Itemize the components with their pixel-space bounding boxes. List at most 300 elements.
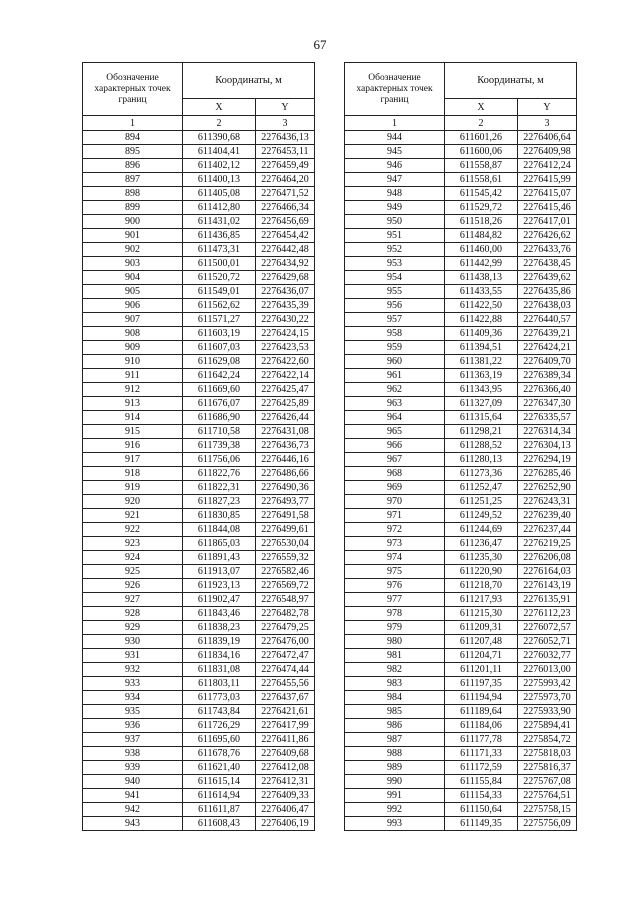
y-coordinate-cell: 2276389,34 [518,369,577,383]
point-id-cell: 960 [345,355,445,369]
point-id-cell: 993 [345,817,445,831]
y-coordinate-cell: 2275767,08 [518,775,577,789]
x-coordinate-cell: 611390,68 [183,131,256,145]
point-id-cell: 940 [83,775,183,789]
y-coordinate-cell: 2275818,03 [518,747,577,761]
table-row [83,173,315,187]
x-coordinate-cell: 611207,48 [445,635,518,649]
column-number: 3 [518,116,577,131]
table-row [83,607,315,621]
point-id-cell: 906 [83,299,183,313]
table-row [345,537,577,551]
y-coordinate-cell: 2276439,62 [518,271,577,285]
point-id-cell: 917 [83,453,183,467]
table-row [345,285,577,299]
table-row [83,649,315,663]
table-row [345,677,577,691]
y-coordinate-cell: 2276417,01 [518,215,577,229]
point-id-cell: 928 [83,607,183,621]
x-coordinate-cell: 611865,03 [183,537,256,551]
point-id-cell: 924 [83,551,183,565]
table-row [345,579,577,593]
x-coordinate-cell: 611215,30 [445,607,518,621]
point-id-cell: 934 [83,691,183,705]
y-coordinate-cell: 2276474,44 [256,663,315,677]
table-row [83,565,315,579]
table-row [83,817,315,831]
table-row [83,523,315,537]
column-number: 3 [256,116,315,131]
x-coordinate-cell: 611923,13 [183,579,256,593]
table-row [345,257,577,271]
y-coordinate-cell: 2276439,21 [518,327,577,341]
point-id-cell: 946 [345,159,445,173]
y-header: Y [256,99,315,116]
table-row [345,733,577,747]
point-id-cell: 915 [83,425,183,439]
x-coordinate-cell: 611500,01 [183,257,256,271]
y-coordinate-cell: 2276347,30 [518,397,577,411]
x-coordinate-cell: 611150,64 [445,803,518,817]
x-coordinate-cell: 611773,03 [183,691,256,705]
y-coordinate-cell: 2276422,14 [256,369,315,383]
x-coordinate-cell: 611412,80 [183,201,256,215]
point-id-cell: 909 [83,341,183,355]
table-row [83,481,315,495]
x-header: X [183,99,256,116]
table-row [83,747,315,761]
point-id-cell: 992 [345,803,445,817]
y-coordinate-cell: 2276472,47 [256,649,315,663]
y-coordinate-cell: 2276425,47 [256,383,315,397]
y-coordinate-cell: 2276304,13 [518,439,577,453]
x-coordinate-cell: 611562,62 [183,299,256,313]
table-row [83,425,315,439]
point-id-cell: 979 [345,621,445,635]
x-coordinate-cell: 611743,84 [183,705,256,719]
y-coordinate-cell: 2276412,24 [518,159,577,173]
x-coordinate-cell: 611218,70 [445,579,518,593]
y-coordinate-cell: 2276422,60 [256,355,315,369]
x-coordinate-cell: 611827,23 [183,495,256,509]
x-coordinate-cell: 611177,78 [445,733,518,747]
point-id-cell: 904 [83,271,183,285]
point-id-cell: 958 [345,327,445,341]
table-row [83,677,315,691]
table-row [83,411,315,425]
y-coordinate-cell: 2276164,03 [518,565,577,579]
point-id-cell: 983 [345,677,445,691]
y-coordinate-cell: 2276491,58 [256,509,315,523]
point-id-cell: 955 [345,285,445,299]
point-id-cell: 895 [83,145,183,159]
y-coordinate-cell: 2275758,15 [518,803,577,817]
table-row [345,817,577,831]
table-row [83,257,315,271]
table-row [345,215,577,229]
x-coordinate-cell: 611409,36 [445,327,518,341]
coordinates-table-left [82,62,315,831]
point-id-cell: 918 [83,467,183,481]
y-coordinate-cell: 2276431,08 [256,425,315,439]
y-coordinate-cell: 2276412,08 [256,761,315,775]
point-id-cell: 972 [345,523,445,537]
x-coordinate-cell: 611629,08 [183,355,256,369]
y-coordinate-cell: 2276412,31 [256,775,315,789]
point-id-cell: 925 [83,565,183,579]
y-coordinate-cell: 2276013,00 [518,663,577,677]
point-id-cell: 988 [345,747,445,761]
x-coordinate-cell: 611913,07 [183,565,256,579]
y-coordinate-cell: 2276466,34 [256,201,315,215]
y-coordinate-cell: 2276446,16 [256,453,315,467]
y-coordinate-cell: 2276426,62 [518,229,577,243]
x-coordinate-cell: 611171,33 [445,747,518,761]
designation-header: Обозначение характерных точек границ [345,63,445,116]
y-coordinate-cell: 2276582,46 [256,565,315,579]
x-coordinate-cell: 611558,61 [445,173,518,187]
y-header: Y [518,99,577,116]
y-coordinate-cell: 2276437,67 [256,691,315,705]
point-id-cell: 937 [83,733,183,747]
y-coordinate-cell: 2276314,34 [518,425,577,439]
coordinates-table-right [344,62,577,831]
point-id-cell: 926 [83,579,183,593]
table-row [345,621,577,635]
table-row [345,355,577,369]
table-row [345,299,577,313]
y-coordinate-cell: 2276486,66 [256,467,315,481]
table-row [345,761,577,775]
table-row [83,131,315,145]
point-id-cell: 980 [345,635,445,649]
table-row [345,369,577,383]
y-coordinate-cell: 2276429,68 [256,271,315,285]
point-id-cell: 950 [345,215,445,229]
point-id-cell: 933 [83,677,183,691]
table-row [83,509,315,523]
point-id-cell: 986 [345,719,445,733]
point-id-cell: 943 [83,817,183,831]
point-id-cell: 900 [83,215,183,229]
y-coordinate-cell: 2275933,90 [518,705,577,719]
x-coordinate-cell: 611204,71 [445,649,518,663]
table-row [345,705,577,719]
x-coordinate-cell: 611484,82 [445,229,518,243]
y-coordinate-cell: 2276424,21 [518,341,577,355]
y-coordinate-cell: 2276285,46 [518,467,577,481]
x-coordinate-cell: 611298,21 [445,425,518,439]
point-id-cell: 975 [345,565,445,579]
table-row [345,635,577,649]
point-id-cell: 971 [345,509,445,523]
x-coordinate-cell: 611902,47 [183,593,256,607]
x-coordinate-cell: 611739,38 [183,439,256,453]
x-coordinate-cell: 611607,03 [183,341,256,355]
x-coordinate-cell: 611433,55 [445,285,518,299]
y-coordinate-cell: 2276436,07 [256,285,315,299]
y-coordinate-cell: 2276366,40 [518,383,577,397]
table-row [345,173,577,187]
table-row [83,243,315,257]
x-coordinate-cell: 611343,95 [445,383,518,397]
table-row [345,145,577,159]
point-id-cell: 970 [345,495,445,509]
point-id-cell: 966 [345,439,445,453]
point-id-cell: 941 [83,789,183,803]
table-row [345,481,577,495]
y-coordinate-cell: 2276459,49 [256,159,315,173]
table-row [83,495,315,509]
x-coordinate-cell: 611756,06 [183,453,256,467]
point-id-cell: 968 [345,467,445,481]
y-coordinate-cell: 2276479,25 [256,621,315,635]
x-coordinate-cell: 611197,35 [445,677,518,691]
point-id-cell: 942 [83,803,183,817]
y-coordinate-cell: 2276406,19 [256,817,315,831]
coordinates-header: Координаты, м [445,63,577,99]
table-row [83,355,315,369]
point-id-cell: 902 [83,243,183,257]
x-coordinate-cell: 611244,69 [445,523,518,537]
x-coordinate-cell: 611402,12 [183,159,256,173]
table-row [83,663,315,677]
x-coordinate-cell: 611273,36 [445,467,518,481]
x-coordinate-cell: 611558,87 [445,159,518,173]
x-coordinate-cell: 611831,08 [183,663,256,677]
point-id-cell: 913 [83,397,183,411]
table-row [345,131,577,145]
y-coordinate-cell: 2276493,77 [256,495,315,509]
table-row [83,369,315,383]
y-coordinate-cell: 2276417,99 [256,719,315,733]
table-row [83,467,315,481]
x-coordinate-cell: 611571,27 [183,313,256,327]
table-row [83,803,315,817]
y-coordinate-cell: 2276490,36 [256,481,315,495]
point-id-cell: 944 [345,131,445,145]
x-coordinate-cell: 611611,87 [183,803,256,817]
table-row [83,271,315,285]
y-coordinate-cell: 2276464,20 [256,173,315,187]
x-coordinate-cell: 611830,85 [183,509,256,523]
y-coordinate-cell: 2276415,07 [518,187,577,201]
y-coordinate-cell: 2276409,98 [518,145,577,159]
y-coordinate-cell: 2275816,37 [518,761,577,775]
point-id-cell: 969 [345,481,445,495]
table-body [83,131,315,831]
point-id-cell: 964 [345,411,445,425]
x-coordinate-cell: 611601,26 [445,131,518,145]
table-row [345,397,577,411]
x-coordinate-cell: 611381,22 [445,355,518,369]
x-coordinate-cell: 611194,94 [445,691,518,705]
y-coordinate-cell: 2276409,70 [518,355,577,369]
x-coordinate-cell: 611473,31 [183,243,256,257]
table-row [83,635,315,649]
y-coordinate-cell: 2276435,86 [518,285,577,299]
x-coordinate-cell: 611891,43 [183,551,256,565]
table-row [345,509,577,523]
x-coordinate-cell: 611608,43 [183,817,256,831]
x-coordinate-cell: 611288,52 [445,439,518,453]
y-coordinate-cell: 2276239,40 [518,509,577,523]
x-coordinate-cell: 611442,99 [445,257,518,271]
x-coordinate-cell: 611686,90 [183,411,256,425]
x-coordinate-cell: 611236,47 [445,537,518,551]
x-coordinate-cell: 611518,26 [445,215,518,229]
column-number: 1 [83,116,183,131]
table-row [345,551,577,565]
point-id-cell: 976 [345,579,445,593]
point-id-cell: 974 [345,551,445,565]
y-coordinate-cell: 2276219,25 [518,537,577,551]
y-coordinate-cell: 2276424,15 [256,327,315,341]
x-coordinate-cell: 611520,72 [183,271,256,285]
x-coordinate-cell: 611154,33 [445,789,518,803]
x-coordinate-cell: 611280,13 [445,453,518,467]
x-coordinate-cell: 611615,14 [183,775,256,789]
table-row [345,691,577,705]
y-coordinate-cell: 2276530,04 [256,537,315,551]
point-id-cell: 990 [345,775,445,789]
x-coordinate-cell: 611545,42 [445,187,518,201]
y-coordinate-cell: 2276425,89 [256,397,315,411]
point-id-cell: 959 [345,341,445,355]
table-row [83,705,315,719]
x-coordinate-cell: 611614,94 [183,789,256,803]
point-id-cell: 965 [345,425,445,439]
x-coordinate-cell: 611189,64 [445,705,518,719]
x-coordinate-cell: 611172,59 [445,761,518,775]
y-coordinate-cell: 2276411,86 [256,733,315,747]
table-row [345,159,577,173]
point-id-cell: 981 [345,649,445,663]
table-row [83,201,315,215]
y-coordinate-cell: 2276430,22 [256,313,315,327]
table-row [83,285,315,299]
table-row [345,201,577,215]
point-id-cell: 985 [345,705,445,719]
designation-header: Обозначение характерных точек границ [83,63,183,116]
table-row [345,775,577,789]
y-coordinate-cell: 2275973,70 [518,691,577,705]
table-row [345,243,577,257]
y-coordinate-cell: 2276206,08 [518,551,577,565]
y-coordinate-cell: 2276471,52 [256,187,315,201]
table-row [345,719,577,733]
x-coordinate-cell: 611438,13 [445,271,518,285]
x-coordinate-cell: 611394,51 [445,341,518,355]
y-coordinate-cell: 2275894,41 [518,719,577,733]
y-coordinate-cell: 2276415,99 [518,173,577,187]
table-row [83,229,315,243]
table-row [83,145,315,159]
table-row [345,229,577,243]
point-id-cell: 894 [83,131,183,145]
x-coordinate-cell: 611327,09 [445,397,518,411]
y-coordinate-cell: 2276052,71 [518,635,577,649]
y-coordinate-cell: 2276548,97 [256,593,315,607]
point-id-cell: 931 [83,649,183,663]
point-id-cell: 927 [83,593,183,607]
y-coordinate-cell: 2276423,53 [256,341,315,355]
x-coordinate-cell: 611431,02 [183,215,256,229]
y-coordinate-cell: 2276243,31 [518,495,577,509]
x-coordinate-cell: 611549,01 [183,285,256,299]
x-header: X [445,99,518,116]
table-row [83,187,315,201]
x-coordinate-cell: 611642,24 [183,369,256,383]
x-coordinate-cell: 611201,11 [445,663,518,677]
point-id-cell: 956 [345,299,445,313]
y-coordinate-cell: 2276438,03 [518,299,577,313]
table-row [83,579,315,593]
table-row [83,341,315,355]
point-id-cell: 921 [83,509,183,523]
table-row [345,411,577,425]
x-coordinate-cell: 611252,47 [445,481,518,495]
x-coordinate-cell: 611251,25 [445,495,518,509]
x-coordinate-cell: 611155,84 [445,775,518,789]
table-row [345,747,577,761]
point-id-cell: 951 [345,229,445,243]
point-id-cell: 989 [345,761,445,775]
y-coordinate-cell: 2276433,76 [518,243,577,257]
y-coordinate-cell: 2276072,57 [518,621,577,635]
x-coordinate-cell: 611184,06 [445,719,518,733]
x-coordinate-cell: 611422,88 [445,313,518,327]
y-coordinate-cell: 2276294,19 [518,453,577,467]
point-id-cell: 948 [345,187,445,201]
x-coordinate-cell: 611843,46 [183,607,256,621]
table-row [83,159,315,173]
y-coordinate-cell: 2276569,72 [256,579,315,593]
point-id-cell: 916 [83,439,183,453]
x-coordinate-cell: 611844,08 [183,523,256,537]
point-id-cell: 901 [83,229,183,243]
table-row [345,327,577,341]
table-row [345,383,577,397]
point-id-cell: 991 [345,789,445,803]
table-row [83,691,315,705]
table-row [83,453,315,467]
point-id-cell: 982 [345,663,445,677]
y-coordinate-cell: 2275854,72 [518,733,577,747]
table-row [83,439,315,453]
table-row [83,551,315,565]
point-id-cell: 923 [83,537,183,551]
table-row [345,467,577,481]
point-id-cell: 949 [345,201,445,215]
y-coordinate-cell: 2276112,23 [518,607,577,621]
x-coordinate-cell: 611822,76 [183,467,256,481]
table-row [345,565,577,579]
x-coordinate-cell: 611676,07 [183,397,256,411]
point-id-cell: 897 [83,173,183,187]
table-row [345,187,577,201]
point-id-cell: 899 [83,201,183,215]
point-id-cell: 903 [83,257,183,271]
y-coordinate-cell: 2276455,56 [256,677,315,691]
x-coordinate-cell: 611217,93 [445,593,518,607]
y-coordinate-cell: 2276426,44 [256,411,315,425]
point-id-cell: 914 [83,411,183,425]
table-row [83,789,315,803]
x-coordinate-cell: 611363,19 [445,369,518,383]
y-coordinate-cell: 2276032,77 [518,649,577,663]
point-id-cell: 954 [345,271,445,285]
